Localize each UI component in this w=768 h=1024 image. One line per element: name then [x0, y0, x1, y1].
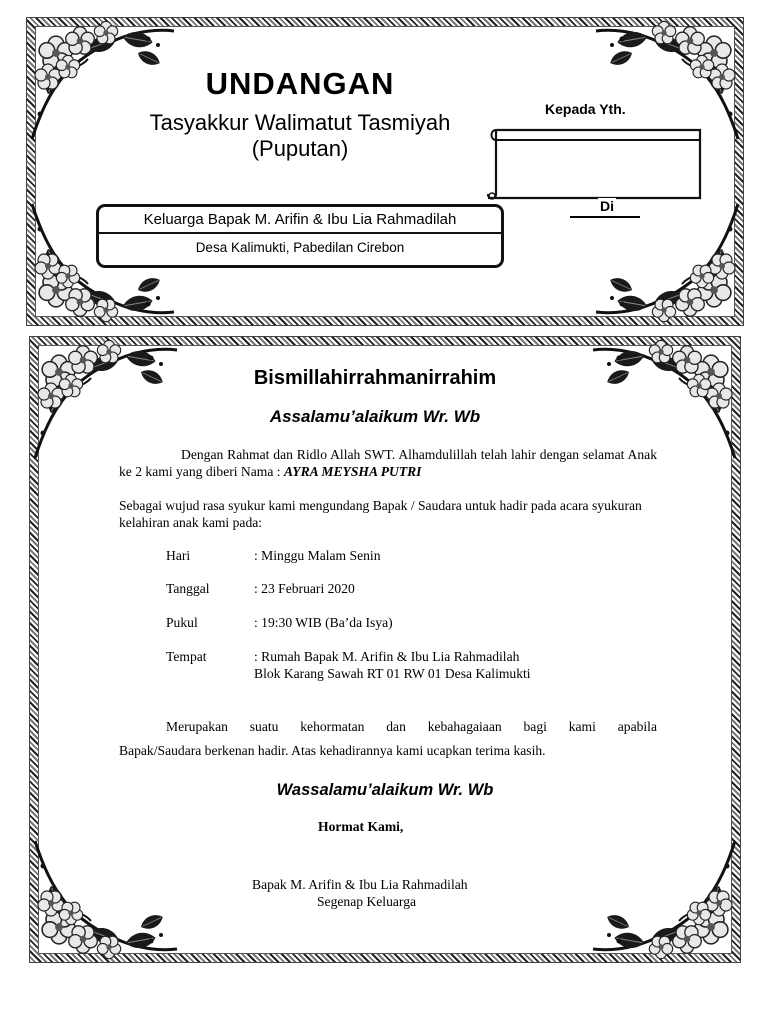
detail-value: : Rumah Bapak M. Arifin & Ibu Lia Rahmadilah — [254, 649, 520, 664]
signature-names: Bapak M. Arifin & Ibu Lia Rahmadilah — [252, 877, 468, 892]
detail-label: Tanggal — [166, 581, 210, 596]
bismillah-heading: Bismillahirrahmanirrahim — [253, 367, 497, 389]
detail-value: : 23 Februari 2020 — [254, 581, 355, 596]
recipient-label: Kepada Yth. — [545, 101, 626, 117]
recipient-place-label: Di — [600, 198, 614, 214]
detail-label: Hari — [166, 548, 191, 563]
birth-announcement-paragraph: Dengan Rahmat dan Ridlo Allah SWT. Alhamdulillah telah lahir dengan selamat Anak ke 2 kami yang diberi Nama : AYRA MEYSHA PUTRI — [119, 447, 657, 479]
floral-corner-icon — [31, 831, 181, 961]
detail-value: : Minggu Malam Senin — [254, 548, 381, 563]
regards: Hormat Kami, — [318, 819, 404, 834]
signature-family: Segenap Keluarga — [317, 894, 417, 909]
greeting: Assalamu’alaikum Wr. Wb — [269, 407, 481, 426]
closing-paragraph: Merupakan suatu kehormatan dan kebahagaiaan bagi kami apabila Bapak/Saudara berkenan hadir. Atas kehadirannya kami ucapkan terima kasih. — [119, 719, 657, 758]
address-line: Desa Kalimukti, Pabedilan Cirebon — [195, 240, 405, 255]
recipient-scroll-box[interactable] — [484, 126, 706, 202]
detail-value: : 19:30 WIB (Ba’da Isya) — [254, 615, 393, 630]
detail-value: Blok Karang Sawah RT 01 RW 01 Desa Kalimukti — [254, 666, 531, 681]
invitation-subtitle: Tasyakkur Walimatut Tasmiyah (Puputan) — [149, 110, 451, 161]
child-name: AYRA MEYSHA PUTRI — [283, 464, 422, 479]
detail-label: Pukul — [166, 615, 198, 630]
invitation-paragraph: Sebagai wujud rasa syukur kami mengundang Bapak / Saudara untuk hadir pada acara syukuran kelahiran anak kami pada: — [119, 498, 642, 530]
invitation-title: UNDANGAN — [205, 66, 395, 101]
family-line: Keluarga Bapak M. Arifin & Ibu Lia Rahmadilah — [99, 207, 501, 234]
detail-label: Tempat — [166, 649, 207, 664]
closing-greeting: Wassalamu’alaikum Wr. Wb — [276, 781, 494, 799]
family-name-box — [96, 204, 504, 268]
floral-corner-icon — [589, 831, 739, 961]
